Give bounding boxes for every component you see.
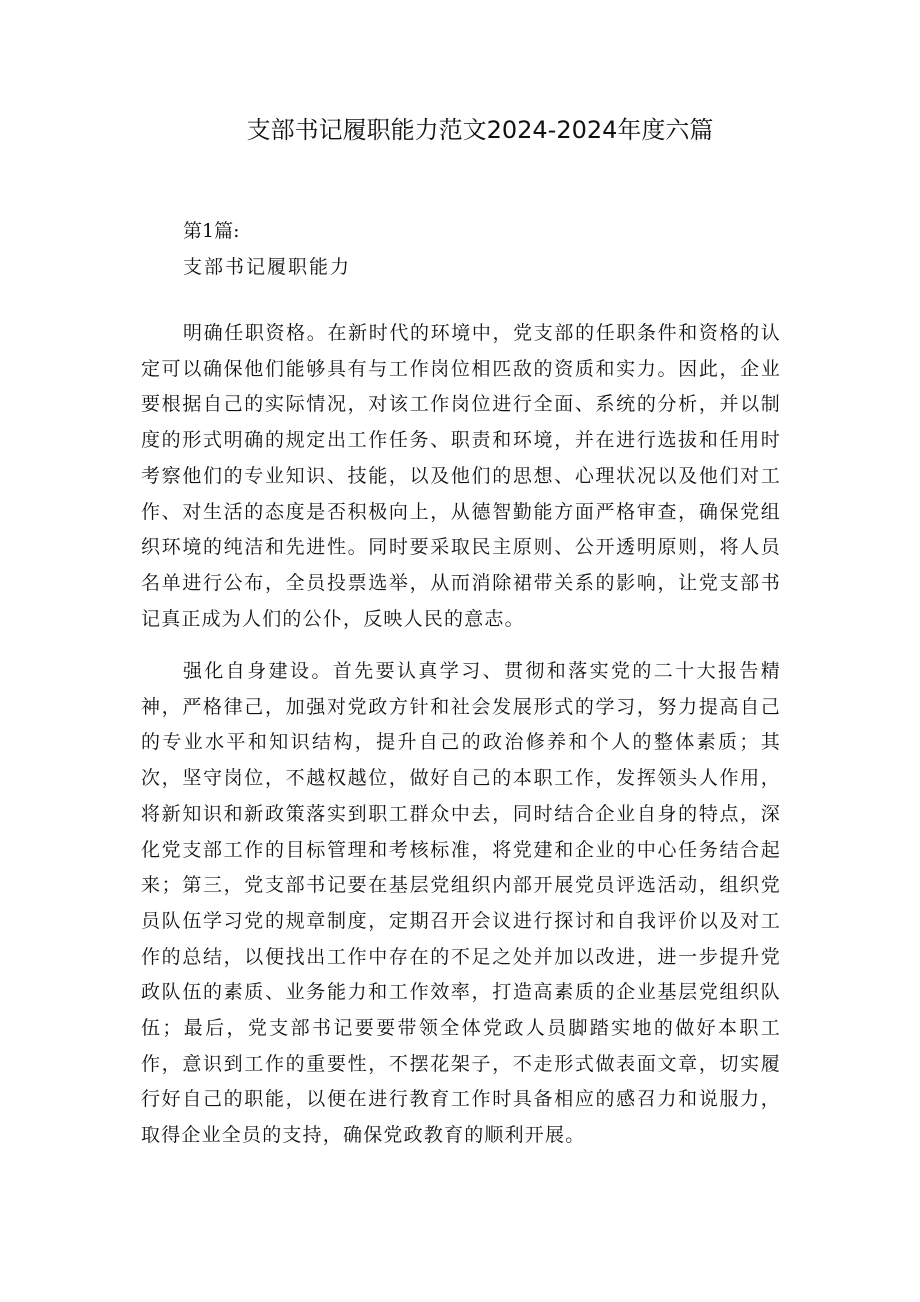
section-heading: 支部书记履职能力 [183,256,352,278]
paragraph-qualification: 明确任职资格。在新时代的环境中，党支部的任职条件和资格的认定可以确保他们能够具有与工作岗位相匹敌的资质和实力。因此，企业要根据自己的实际情况，对该工作岗位进行全面、系统的分析，并以制度的形式明确的规定出工作任务、职责和环境，并在进行选拔和任用时考察他们的专业知识、技能，以及他们的思想、心理状况以及他们对工作、对生活的态度是否积极向上，从德智勤能方面严格审查，确保党组织环境的纯洁和先进性。同时要采取民主原则、公开透明原则，将人员名单进行公布，全员投票选举，从而消除裙带关系的影响，让党支部书记真正成为人们的公仆，反映人民的意志。 [141,322,781,630]
document-title: 支部书记履职能力范文2024-2024年度六篇 [246,116,714,144]
section-number-label: 第1篇: [183,220,240,242]
paragraph-self-construction: 强化自身建设。首先要认真学习、贯彻和落实党的二十大报告精神，严格律己，加强对党政方针和社会发展形式的学习，努力提高自己的专业水平和知识结构，提升自己的政治修养和个人的整体素质；其次，坚守岗位，不越权越位，做好自己的本职工作，发挥领头人作用，将新知识和新政策落实到职工群众中去，同时结合企业自身的特点，深化党支部工作的目标管理和考核标准，将党建和企业的中心任务结合起来；第三，党支部书记要在基层党组织内部开展党员评选活动，组织党员队伍学习党的规章制度，定期召开会议进行探讨和自我评价以及对工作的总结，以便找出工作中存在的不足之处并加以改进，进一步提升党政队伍的素质、业务能力和工作效率，打造高素质的企业基层党组织队伍；最后，党支部书记要要带领全体党政人员脚踏实地的做好本职工作，意识到工作的重要性，不摆花架子，不走形式做表面文章，切实履行好自己的职能，以便在进行教育工作时具备相应的感召力和说服力，取得企业全员的支持，确保党政教育的顺利开展。 [141,660,781,1147]
